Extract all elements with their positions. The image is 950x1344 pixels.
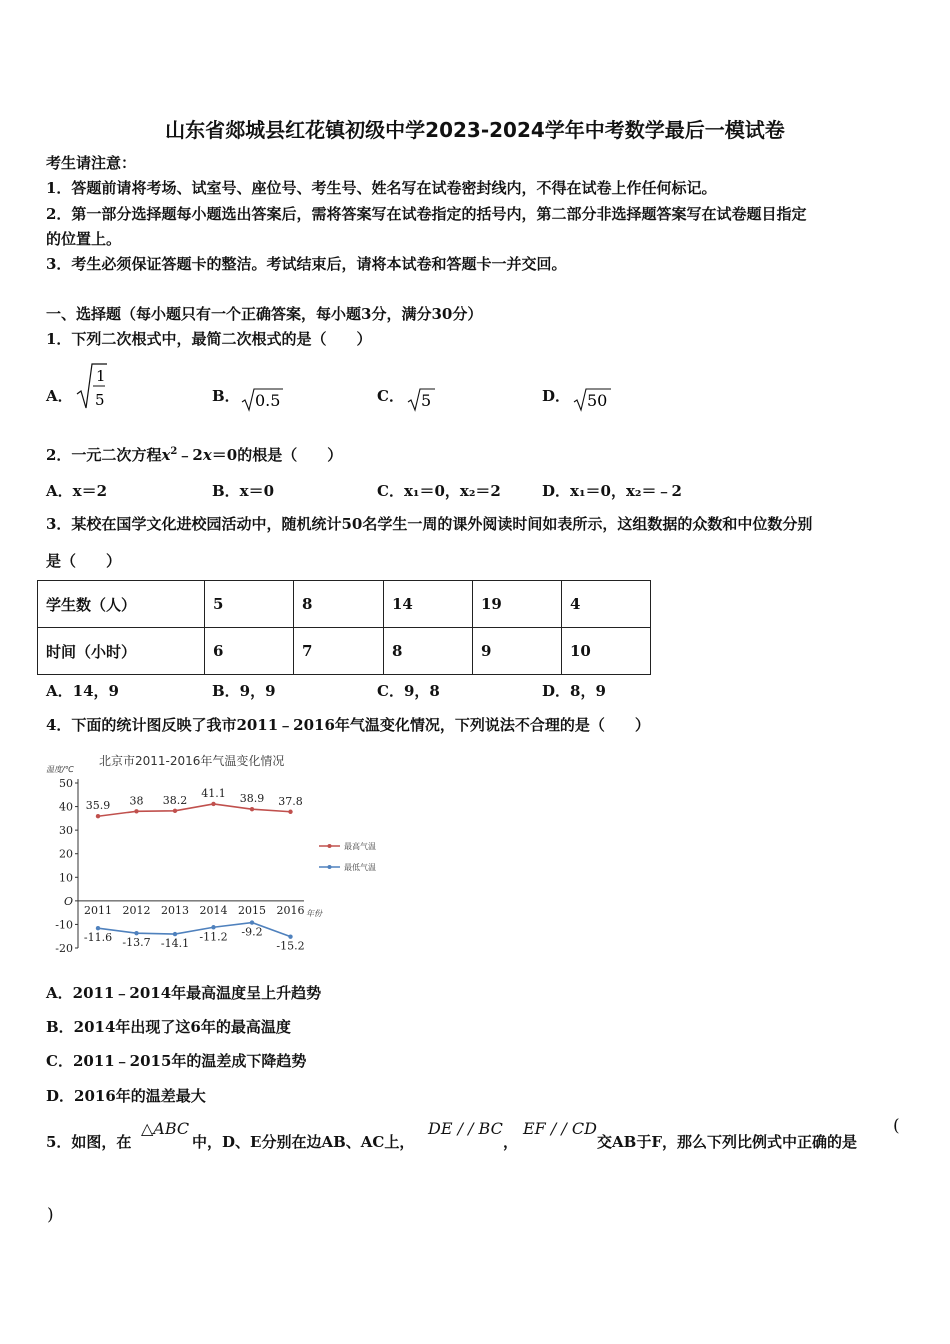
table-cell: 6 (205, 628, 294, 675)
q5-stem-pre: 5．如图，在 (46, 1133, 132, 1151)
table-row-label: 学生数（人） (38, 581, 205, 628)
table-cell: 7 (294, 628, 384, 675)
min-temp-data-label: -15.2 (276, 939, 305, 953)
max-temp-point (211, 802, 215, 806)
page-title: 山东省郯城县红花镇初级中学2023-2024学年中考数学最后一模试卷 (165, 118, 785, 142)
min-temp-point (173, 932, 177, 936)
q5-triangle: △ABC (141, 1119, 190, 1138)
chart-x-tick-label: 2016 (276, 903, 305, 917)
q3-data-table (37, 580, 651, 675)
table-cell: 4 (562, 581, 651, 628)
q1-a-numerator: 1 (96, 367, 106, 385)
notice-item-2: 2．第一部分选择题每小题选出答案后，需将答案写在试卷指定的括号内，第二部分非选择题答案写在试卷题目指定 (46, 205, 807, 223)
q5-parallel-1: DE / / BC (428, 1119, 503, 1138)
notice-item-2-cont: 的位置上。 (46, 230, 122, 248)
max-temp-point (134, 809, 138, 813)
max-temp-point (288, 810, 292, 814)
min-temp-point (250, 920, 254, 924)
chart-y-tick-label: 50 (59, 777, 73, 790)
chart-legend-marker (328, 865, 332, 869)
max-temp-data-label: 38.9 (239, 792, 265, 806)
q1-option-a-radical (74, 360, 108, 412)
q5-close-paren: ) (47, 1205, 54, 1225)
q2-stem-x2: x (202, 446, 212, 464)
max-temp-point (250, 807, 254, 811)
q1-option-c-radical (406, 386, 436, 412)
q1-d-value: 50 (587, 391, 608, 410)
chart-legend-label: 最低气温 (344, 863, 376, 872)
q5-parallel-2: EF / / CD (523, 1119, 597, 1138)
q1-option-b-label: B． (212, 387, 240, 405)
q3-option-b: B．9，9 (212, 682, 276, 700)
q2-stem-x: x (161, 446, 171, 464)
q2-option-d: D．x₁＝0，x₂＝﹣2 (542, 482, 682, 500)
max-temp-point (96, 814, 100, 818)
q1-option-a-label: A． (46, 387, 73, 405)
table-cell: 10 (562, 628, 651, 675)
table-cell: 14 (384, 581, 473, 628)
q5-stem-post: 交AB于F，那么下列比例式中正确的是 (597, 1133, 857, 1151)
q5-comma: ， (503, 1133, 519, 1151)
table-cell: 8 (294, 581, 384, 628)
chart-y-tick-label: 10 (59, 871, 73, 885)
max-temp-line (98, 804, 291, 816)
chart-x-tick-label: 2013 (161, 903, 189, 917)
table-row (38, 581, 651, 628)
q2-stem (46, 444, 342, 465)
q5-open-paren: ( (893, 1116, 900, 1136)
q2-stem-sup: 2 (170, 446, 178, 457)
notice-item-3: 3．考生必须保证答题卡的整洁。考试结束后，请将本试卷和答题卡一并交回。 (46, 255, 567, 273)
chart-y-label: 温度/℃ (46, 765, 74, 774)
table-cell: 5 (205, 581, 294, 628)
chart-x-tick-label: 2012 (122, 903, 151, 917)
q1-option-d-label: D． (542, 387, 571, 405)
q2-option-b: B．x＝0 (212, 482, 275, 500)
q5-stem-mid: 中，D、E分别在边AB、AC上， (192, 1133, 415, 1151)
q4-option-a: A．2011﹣2014年最高温度呈上升趋势 (46, 984, 322, 1002)
table-cell: 9 (473, 628, 562, 675)
q3-stem-cont: 是（ ） (46, 552, 122, 570)
min-temp-point (96, 926, 100, 930)
max-temp-point (173, 809, 177, 813)
chart-legend-marker (328, 844, 332, 848)
chart-y-tick-label: -20 (55, 942, 73, 955)
max-temp-data-label: 37.8 (278, 794, 303, 808)
min-temp-data-label: -14.1 (160, 937, 190, 951)
max-temp-data-label: 41.1 (201, 786, 226, 800)
chart-y-tick-label: 40 (59, 800, 73, 814)
q1-option-b-radical (240, 386, 284, 412)
table-row-label: 时间（小时） (38, 628, 205, 675)
chart-x-tick-label: 2015 (238, 903, 266, 917)
section-heading: 一、选择题（每小题只有一个正确答案，每小题3分，满分30分） (46, 305, 483, 323)
q2-option-a: A．x＝2 (46, 482, 108, 500)
q3-option-a: A．14，9 (46, 682, 119, 700)
q4-option-c: C．2011﹣2015年的温差成下降趋势 (46, 1052, 307, 1070)
max-temp-data-label: 38 (129, 794, 144, 808)
q2-stem-mid: ﹣2 (177, 446, 203, 464)
chart-y-tick-label: O (63, 894, 73, 908)
min-temp-point (211, 925, 215, 929)
q2-stem-pre: 2．一元二次方程 (46, 446, 162, 464)
table-cell: 8 (384, 628, 473, 675)
q3-option-d: D．8，9 (542, 682, 606, 700)
q4-option-b: B．2014年出现了这6年的最高温度 (46, 1018, 291, 1036)
notice-item-1: 1．答题前请将考场、试室号、座位号、考生号、姓名写在试卷密封线内，不得在试卷上作任何标记。 (46, 179, 717, 197)
q1-b-value: 0.5 (255, 391, 281, 410)
table-row (38, 628, 651, 675)
q1-stem: 1．下列二次根式中，最简二次根式的是（ ） (46, 330, 372, 348)
q4-option-d: D．2016年的温差最大 (46, 1087, 206, 1105)
q3-option-c: C．9，8 (377, 682, 440, 700)
table-cell: 19 (473, 581, 562, 628)
chart-title: 北京市2011-2016年气温变化情况 (99, 754, 285, 768)
min-temp-point (134, 931, 138, 935)
min-temp-data-label: -13.7 (122, 936, 151, 950)
q1-option-d-radical (572, 386, 612, 412)
chart-y-tick-label: -10 (55, 918, 73, 932)
q4-stem: 4．下面的统计图反映了我市2011﹣2016年气温变化情况，下列说法不合理的是（ ） (46, 716, 650, 734)
q2-stem-post: ＝0的根是（ ） (211, 446, 343, 464)
q1-c-value: 5 (421, 391, 432, 410)
q1-a-denominator: 5 (95, 391, 105, 409)
q1-option-c-label: C． (377, 387, 404, 405)
max-temp-data-label: 38.2 (162, 793, 188, 807)
chart-y-tick-label: 20 (59, 847, 73, 861)
chart-x-tick-label: 2014 (199, 903, 228, 917)
temperature-line-chart (44, 748, 389, 960)
min-temp-data-label: -11.6 (83, 931, 113, 945)
chart-legend-label: 最高气温 (344, 842, 376, 851)
chart-y-tick-label: 30 (59, 824, 73, 838)
chart-x-tick-label: 2011 (84, 903, 112, 917)
max-temp-data-label: 35.9 (85, 799, 111, 813)
notice-heading: 考生请注意： (46, 154, 137, 172)
q2-option-c: C．x₁＝0，x₂＝2 (377, 482, 501, 500)
q3-stem: 3．某校在国学文化进校园活动中，随机统计50名学生一周的课外阅读时间如表所示，这组数据的众数和中位数分别 (46, 515, 813, 533)
min-temp-data-label: -9.2 (241, 925, 263, 939)
chart-x-label: 年份 (306, 909, 322, 918)
min-temp-point (288, 934, 292, 938)
min-temp-data-label: -11.2 (199, 930, 228, 944)
